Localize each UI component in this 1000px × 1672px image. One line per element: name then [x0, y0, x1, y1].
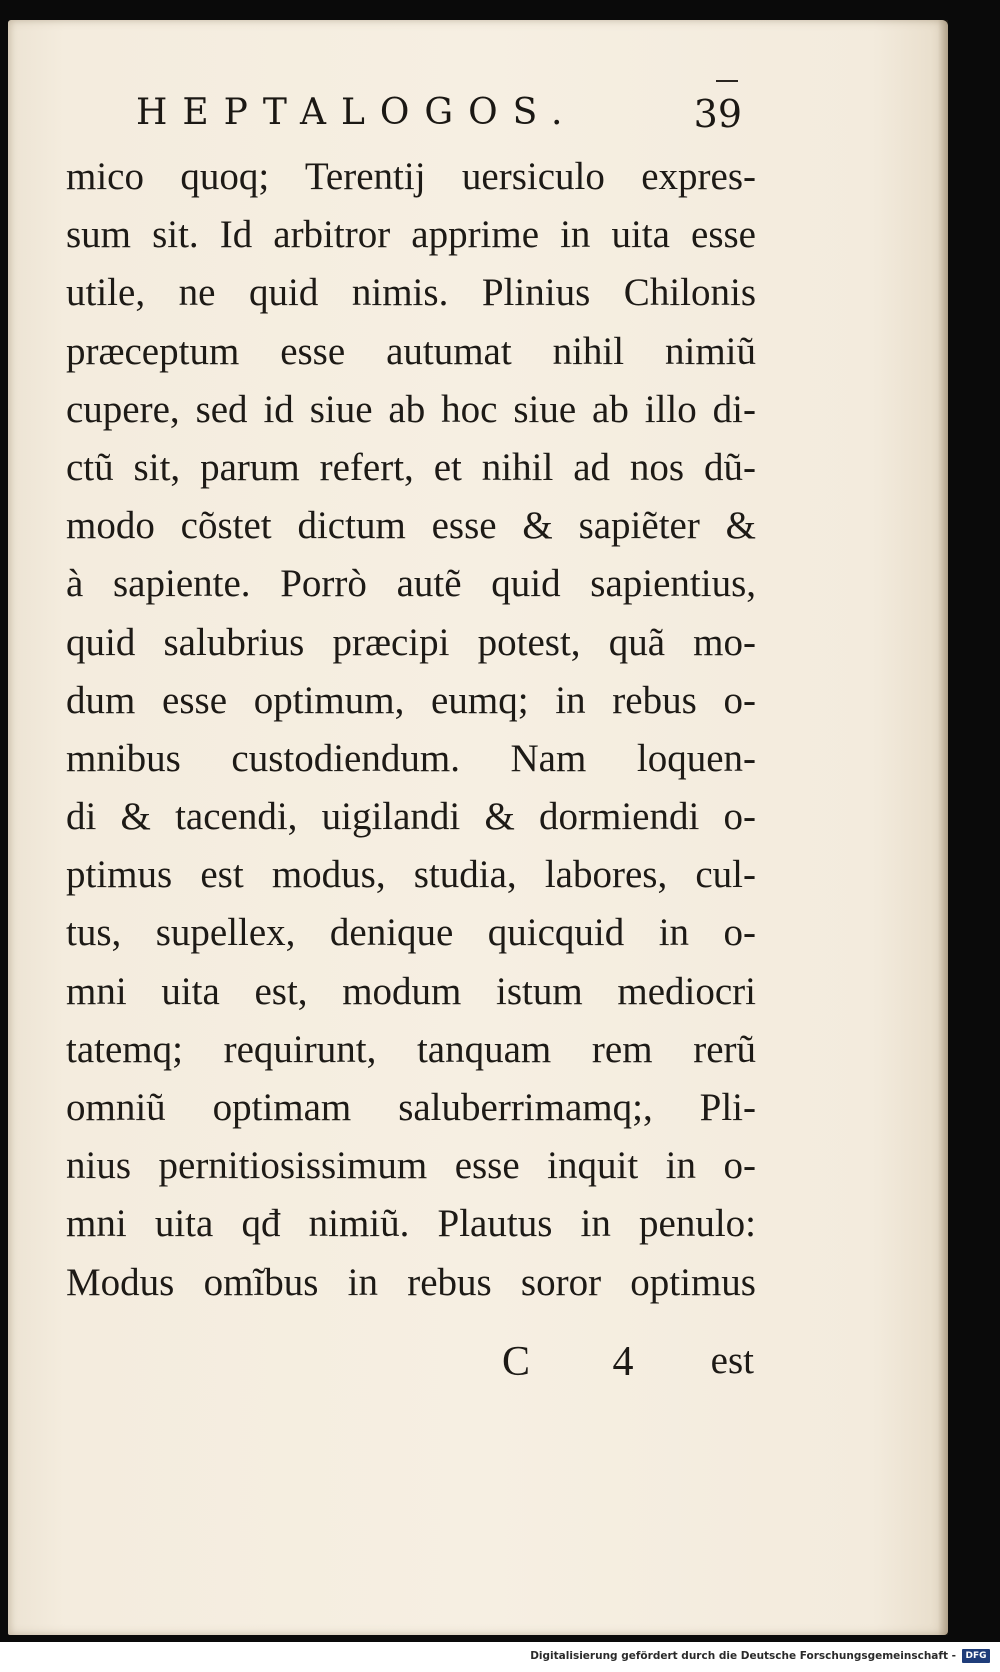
folio-mark — [716, 80, 738, 82]
text-line: mni uita qđ nimiũ. Plautus in penulo: — [66, 1202, 756, 1246]
dfg-logo: DFG — [962, 1649, 990, 1663]
text-line: tatemq; requirunt, tanquam rem rerũ — [66, 1027, 756, 1071]
text-line: nius pernitiosissimum esse inquit in o- — [66, 1144, 756, 1188]
text-line: utile, ne quid nimis. Plinius Chilonis — [66, 271, 756, 315]
running-head — [136, 92, 742, 142]
text-line: dum esse optimum, eumq; in rebus o- — [66, 678, 756, 722]
text-line: tus, supellex, denique quicquid in o- — [66, 911, 756, 955]
text-line: omniũ optimam saluberrimamq;, Pli- — [66, 1086, 756, 1129]
text-line: à sapiente. Porrò autẽ quid sapientius, — [66, 562, 756, 606]
page-edge-shadow — [938, 20, 948, 1635]
text-line: modo cõstet dictum esse & sapiẽter & — [66, 504, 756, 548]
signature-mark: C 4 — [502, 1339, 670, 1385]
funding-credit: Digitalisierung gefördert durch die Deutsche Forschungsgemeinschaft - — [530, 1650, 956, 1662]
direction-line — [66, 1338, 756, 1398]
text-line: mico quoq; Terentij uersiculo expres- — [66, 155, 756, 198]
text-line: quid salubrius præcipi potest, quã mo- — [66, 620, 756, 664]
page-number: 39 — [693, 92, 742, 136]
catchword: est — [710, 1339, 754, 1382]
text-line: mni uita est, modum istum mediocri — [66, 969, 756, 1013]
text-line: sum sit. Id arbitror apprime in uita esse — [66, 213, 756, 257]
text-line: mnibus custodiendum. Nam loquen- — [66, 736, 756, 780]
text-line: Modus omĩbus in rebus soror optimus — [66, 1260, 756, 1304]
footer-bar — [0, 1642, 1000, 1672]
body-text — [66, 148, 756, 1312]
text-line: ctũ sit, parum refert, et nihil ad nos dũ- — [66, 445, 756, 489]
text-line: di & tacendi, uigilandi & dormiendi o- — [66, 795, 756, 839]
running-title: HEPTALOGOS. — [136, 92, 578, 133]
text-line: ptimus est modus, studia, labores, cul- — [66, 853, 756, 897]
text-line: præceptum esse autumat nihil nimiũ — [66, 329, 756, 373]
text-line: cupere, sed id siue ab hoc siue ab illo di- — [66, 387, 756, 431]
